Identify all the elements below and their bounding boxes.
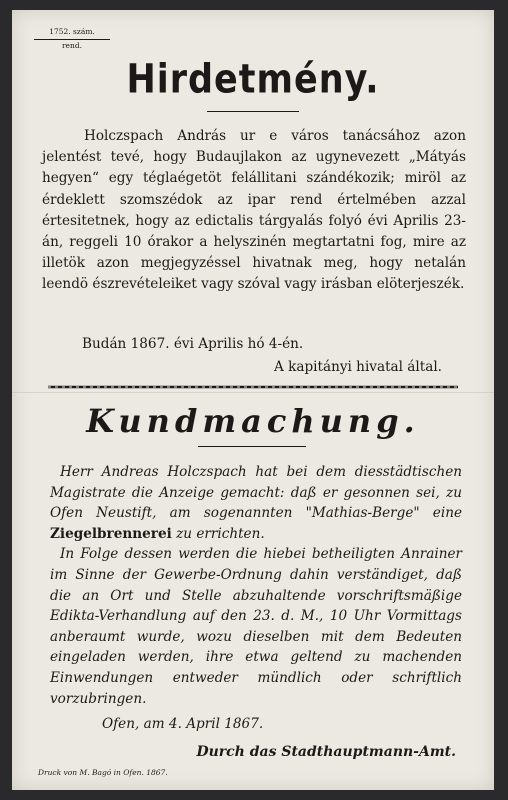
hungarian-title: Hirdetmény. (126, 57, 380, 103)
hungarian-body (42, 126, 466, 296)
german-bold-term: Ziegelbrennerei (50, 525, 172, 542)
hungarian-date: Budán 1867. évi Aprilis hó 4-én. (82, 336, 304, 352)
german-body (50, 462, 462, 709)
poster-sheet (12, 10, 494, 790)
hungarian-title-rule (207, 111, 299, 112)
printer-imprint: Druck von M. Bagó in Ofen. 1867. (38, 768, 168, 777)
german-title: Kundmachung. (86, 402, 420, 440)
german-paragraph-2: In Folge dessen werden die hiebei betheiligten Anrainer im Sinne der Gewerbe-Ordnung dahin verständiget, daß die an Ort und Stelle abzuhaltende vorschriftsmäßige Edikta-Verhandlung auf den 23. d. M., 10 Uhr Vormittags anberaumt wurde, wozu dieselben mit dem Bedeuten eingeladen werden, ihre etwa geltend zu machenden Einwendungen entweder mündlich oder schriftlich vorzubringen. (50, 546, 462, 707)
hungarian-signature: A kapitányi hivatal által. (273, 359, 442, 375)
hungarian-paragraph: Holczspach András ur e város tanácsához azon jelentést tevé, hogy Budaujlakon az ugynevezett „Mátyás hegyen“ egy téglaégetöt felállitani szándékozik; miröl az érdeklett szomszédok az ipar rend értelmében azzal értesitetnek, hogy az edictalis tárgyalás folyó évi Aprilis 23-án, reggeli 10 órakor a helyszinén megtartatni fog, mire az illetök azon megjegyzéssel hivatnak meg, hogy netalán leendö észrevételeiket vagy szóval vagy irásban elöterjeszék. (42, 128, 466, 293)
german-date: Ofen, am 4. April 1867. (102, 716, 264, 732)
reference-box (34, 26, 110, 52)
german-title-rule (198, 446, 306, 447)
german-signature: Durch das Stadthauptmann-Amt. (196, 744, 456, 760)
german-paragraph-1-end: zu errichten. (171, 525, 265, 542)
reference-category: rend. (61, 41, 83, 50)
ornamental-divider (48, 382, 458, 392)
german-paragraph-1 (50, 462, 462, 544)
german-paragraph-1-start: Herr Andreas Holczspach hat bei dem diesstädtischen Magistrate die Anzeige gemacht: daß er gesonnen sei, zu Ofen Neustift, am sogenannten "Mathias-Berge" eine (50, 464, 462, 522)
reference-number: 1752. szám. (34, 26, 110, 40)
paper-fold (12, 392, 494, 394)
